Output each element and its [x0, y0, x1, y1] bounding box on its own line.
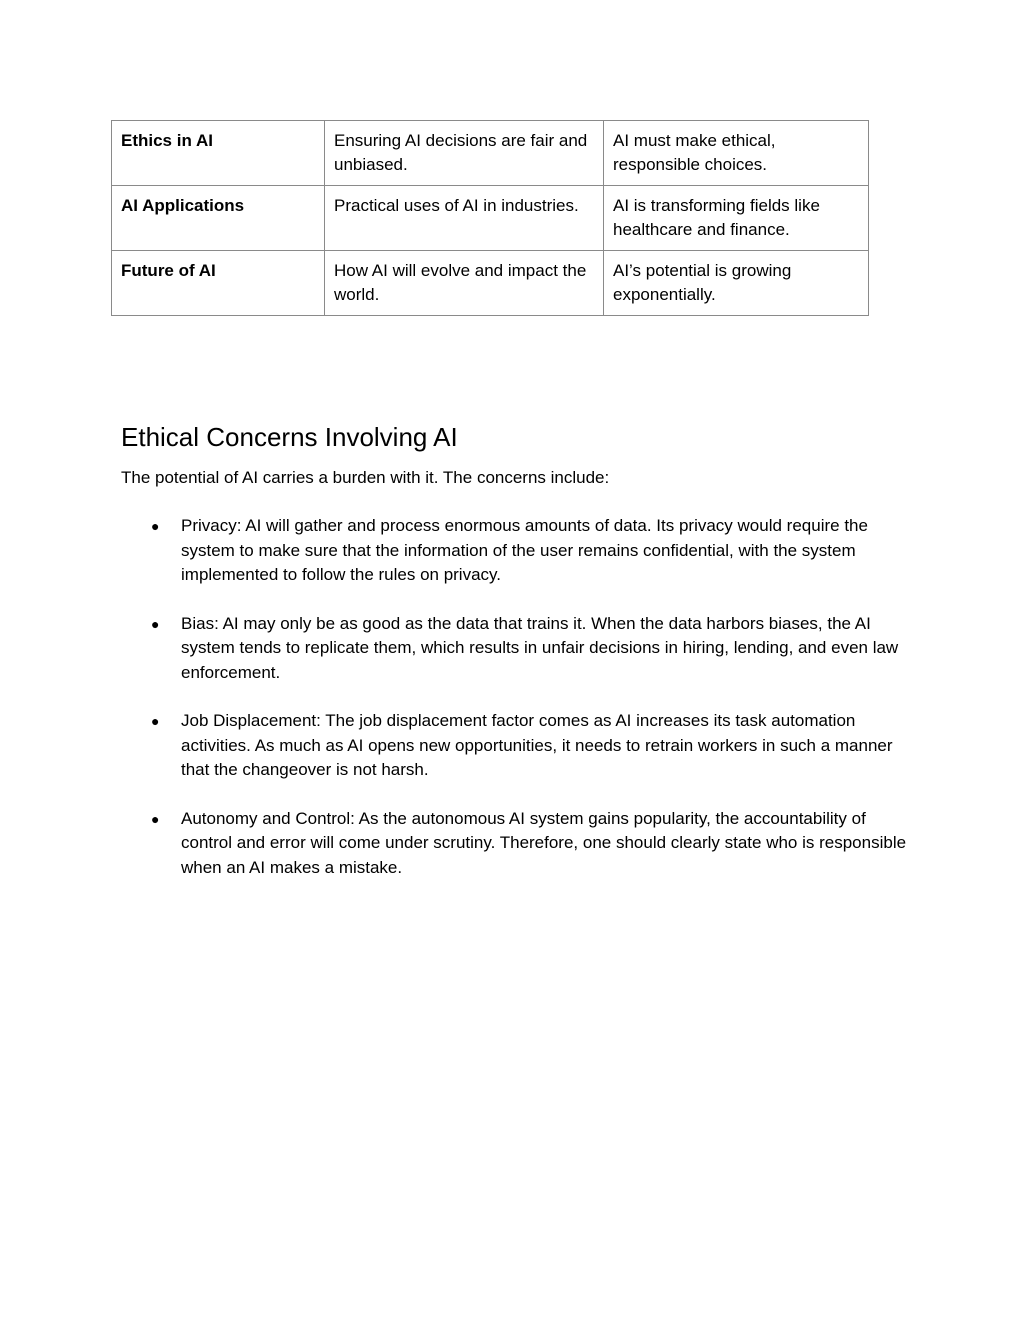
table-row [112, 121, 869, 186]
list-item [121, 612, 911, 686]
list-item [121, 709, 911, 783]
table-cell-note: AI must make ethical, responsible choices. [604, 121, 869, 186]
section-heading: Ethical Concerns Involving AI [121, 422, 458, 452]
bullet-icon: ● [151, 518, 160, 534]
table-cell-topic: AI Applications [112, 186, 325, 251]
ai-topics-table [111, 120, 869, 316]
table-cell-description: How AI will evolve and impact the world. [325, 251, 604, 316]
list-item-text: Bias: AI may only be as good as the data that trains it. When the data harbors biases, the AI system tends to replicate them, which results in unfair decisions in hiring, lending, and even law enforcement. [181, 613, 899, 682]
table-cell-note: AI’s potential is growing exponentially. [604, 251, 869, 316]
bullet-icon: ● [151, 615, 160, 632]
table-cell-topic: Future of AI [112, 251, 325, 316]
table-row [112, 251, 869, 316]
table-cell-description: Practical uses of AI in industries. [325, 186, 604, 251]
table-cell-note: AI is transforming fields like healthcare and finance. [604, 186, 869, 251]
table-cell-description: Ensuring AI decisions are fair and unbiased. [325, 121, 604, 186]
list-item-text: Job Displacement: The job displacement factor comes as AI increases its task automation activities. As much as AI opens new opportunities, it needs to retrain workers in such a manner that the changeover is not harsh. [181, 711, 893, 779]
list-item [121, 807, 911, 881]
section-intro: The potential of AI carries a burden with it. The concerns include: [121, 468, 610, 487]
concerns-list [121, 514, 911, 904]
list-item [121, 514, 911, 588]
list-item-text: Privacy: AI will gather and process enormous amounts of data. Its privacy would require the system to make sure that the information of the user remains confidential, with the system implemented to follow the rules on privacy. [181, 516, 868, 584]
bullet-icon: ● [151, 713, 160, 729]
bullet-icon: ● [151, 810, 160, 827]
table-cell-topic: Ethics in AI [112, 121, 325, 186]
table-row [112, 186, 869, 251]
list-item-text: Autonomy and Control: As the autonomous AI system gains popularity, the accountability of control and error will come under scrutiny. Therefore, one should clearly state who is responsible when an AI makes a mistake. [181, 808, 907, 877]
